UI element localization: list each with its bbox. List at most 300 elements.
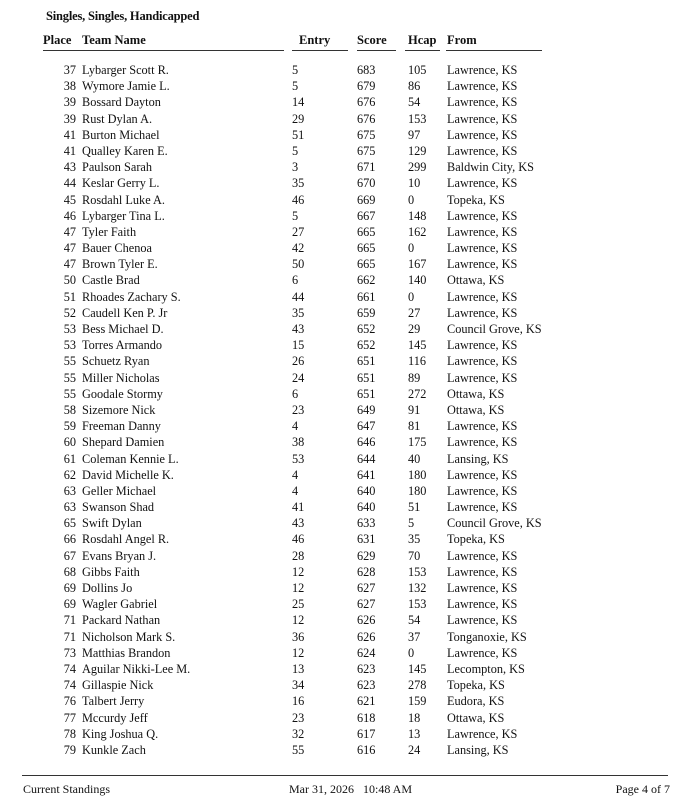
cell-from: Lawrence, KS <box>447 483 518 498</box>
cell-team-name: David Michelle K. <box>82 467 174 482</box>
cell-entry: 46 <box>292 532 305 547</box>
cell-place: 39 <box>63 111 76 126</box>
footer-datetime: Mar 31, 2026 10:48 AM <box>289 782 412 796</box>
cell-place: 53 <box>63 322 76 336</box>
cell-team-name: Freeman Danny <box>82 419 161 434</box>
cell-score: 631 <box>357 532 376 547</box>
cell-score: 641 <box>357 467 376 482</box>
cell-score: 651 <box>357 354 376 369</box>
cell-from: Lawrence, KS <box>447 176 518 191</box>
column-header-entry: Entry <box>299 33 331 47</box>
cell-team-name: Rosdahl Angel R. <box>82 532 170 547</box>
cell-from: Lawrence, KS <box>447 370 518 385</box>
cell-entry: 5 <box>292 208 299 223</box>
table-row <box>0 499 687 515</box>
cell-place: 55 <box>63 370 76 385</box>
cell-place: 38 <box>63 79 76 94</box>
cell-score: 671 <box>357 160 376 175</box>
table-row <box>0 418 687 434</box>
cell-score: 640 <box>357 500 376 515</box>
cell-entry: 38 <box>292 435 305 450</box>
cell-team-name: Shepard Damien <box>82 435 165 450</box>
table-row <box>0 467 687 483</box>
cell-team-name: Schuetz Ryan <box>82 354 150 369</box>
table-row <box>0 548 687 564</box>
cell-team-name: Brown Tyler E. <box>82 257 158 272</box>
cell-score: 659 <box>357 305 376 320</box>
cell-score: 617 <box>357 726 376 741</box>
cell-hcap: 91 <box>408 402 421 417</box>
cell-hcap: 299 <box>408 160 427 175</box>
cell-team-name: Qualley Karen E. <box>82 143 168 158</box>
table-row <box>0 629 687 645</box>
cell-from: Lansing, KS <box>447 451 509 466</box>
cell-score: 626 <box>357 613 376 628</box>
table-row <box>0 143 687 159</box>
cell-entry: 44 <box>292 289 305 304</box>
cell-entry: 12 <box>292 645 305 660</box>
cell-team-name: Sizemore Nick <box>82 402 156 417</box>
cell-from: Ottawa, KS <box>447 386 505 401</box>
cell-team-name: Nicholson Mark S. <box>82 629 176 644</box>
cell-team-name: Kunkle Zach <box>82 742 146 757</box>
cell-team-name: Keslar Gerry L. <box>82 176 160 191</box>
cell-score: 683 <box>357 63 376 77</box>
cell-score: 644 <box>357 451 376 466</box>
cell-from: Lawrence, KS <box>447 435 518 450</box>
cell-team-name: Wymore Jamie L. <box>82 79 170 94</box>
cell-place: 69 <box>63 581 76 595</box>
cell-place: 51 <box>63 289 76 304</box>
cell-from: Lansing, KS <box>447 742 509 757</box>
cell-team-name: Tyler Faith <box>82 224 137 239</box>
cell-hcap: 145 <box>408 338 427 353</box>
column-header-hcap: Hcap <box>408 33 437 47</box>
cell-entry: 5 <box>292 63 299 77</box>
cell-from: Lawrence, KS <box>447 208 518 223</box>
cell-hcap: 0 <box>408 289 415 304</box>
cell-team-name: Castle Brad <box>82 273 140 288</box>
cell-hcap: 153 <box>408 111 427 126</box>
table-row <box>0 272 687 288</box>
cell-score: 651 <box>357 370 376 385</box>
cell-team-name: Lybarger Tina L. <box>82 208 165 223</box>
cell-entry: 5 <box>292 143 299 158</box>
cell-team-name: Gillaspie Nick <box>82 678 154 693</box>
table-row <box>0 256 687 272</box>
cell-hcap: 24 <box>408 742 421 757</box>
cell-team-name: Aguilar Nikki-Lee M. <box>82 661 191 676</box>
cell-hcap: 167 <box>408 257 427 272</box>
cell-score: 669 <box>357 192 376 207</box>
cell-entry: 12 <box>292 564 305 579</box>
cell-hcap: 97 <box>408 127 421 142</box>
cell-place: 71 <box>63 629 76 644</box>
footer-report-name: Current Standings <box>23 782 110 796</box>
table-row <box>0 208 687 224</box>
cell-place: 45 <box>63 192 76 207</box>
cell-from: Lawrence, KS <box>447 613 518 628</box>
cell-hcap: 162 <box>408 224 427 239</box>
cell-from: Lawrence, KS <box>447 338 518 353</box>
cell-from: Lawrence, KS <box>447 257 518 272</box>
cell-team-name: Geller Michael <box>82 483 157 498</box>
table-row <box>0 693 687 709</box>
table-row <box>0 402 687 418</box>
cell-hcap: 180 <box>408 483 427 498</box>
cell-hcap: 54 <box>408 613 421 628</box>
cell-entry: 16 <box>292 694 305 709</box>
cell-place: 39 <box>63 95 76 110</box>
cell-entry: 46 <box>292 192 305 207</box>
cell-from: Lawrence, KS <box>447 95 518 110</box>
cell-from: Eudora, KS <box>447 694 505 709</box>
header-underline <box>446 50 542 51</box>
cell-hcap: 116 <box>408 354 426 369</box>
cell-place: 53 <box>63 338 76 353</box>
cell-place: 58 <box>63 402 76 417</box>
cell-entry: 4 <box>292 467 299 482</box>
cell-hcap: 105 <box>408 63 427 77</box>
table-row <box>0 434 687 450</box>
table-row <box>0 661 687 677</box>
cell-place: 74 <box>63 661 76 676</box>
cell-hcap: 153 <box>408 597 427 612</box>
cell-hcap: 37 <box>408 629 421 644</box>
cell-from: Lawrence, KS <box>447 111 518 126</box>
cell-from: Lawrence, KS <box>447 143 518 158</box>
table-row <box>0 531 687 547</box>
cell-team-name: Gibbs Faith <box>82 564 140 579</box>
cell-hcap: 145 <box>408 661 427 676</box>
table-row <box>0 710 687 726</box>
cell-score: 646 <box>357 435 376 450</box>
cell-entry: 43 <box>292 322 305 336</box>
cell-team-name: Matthias Brandon <box>82 645 171 660</box>
header-underline <box>43 50 284 51</box>
table-row <box>0 192 687 208</box>
cell-hcap: 278 <box>408 678 427 693</box>
cell-entry: 5 <box>292 79 299 94</box>
cell-team-name: Coleman Kennie L. <box>82 451 179 466</box>
cell-entry: 14 <box>292 95 305 110</box>
standings-table <box>0 62 687 758</box>
cell-from: Lawrence, KS <box>447 224 518 239</box>
cell-score: 626 <box>357 629 376 644</box>
cell-entry: 12 <box>292 613 305 628</box>
cell-entry: 51 <box>292 127 305 142</box>
table-row <box>0 677 687 693</box>
header-underline <box>357 50 396 51</box>
cell-from: Lawrence, KS <box>447 645 518 660</box>
cell-from: Ottawa, KS <box>447 402 505 417</box>
cell-team-name: Rhoades Zachary S. <box>82 289 181 304</box>
cell-place: 59 <box>63 419 76 434</box>
cell-from: Ottawa, KS <box>447 273 505 288</box>
cell-from: Ottawa, KS <box>447 710 505 725</box>
cell-hcap: 35 <box>408 532 421 547</box>
table-row <box>0 596 687 612</box>
column-header-team-name: Team Name <box>82 33 146 47</box>
cell-score: 652 <box>357 322 376 336</box>
table-row <box>0 175 687 191</box>
cell-from: Topeka, KS <box>447 532 505 547</box>
cell-score: 627 <box>357 597 376 612</box>
cell-entry: 4 <box>292 483 299 498</box>
cell-hcap: 86 <box>408 79 421 94</box>
cell-entry: 4 <box>292 419 299 434</box>
cell-entry: 43 <box>292 516 305 531</box>
cell-score: 623 <box>357 661 376 676</box>
cell-hcap: 132 <box>408 581 427 595</box>
cell-entry: 13 <box>292 661 305 676</box>
table-row <box>0 353 687 369</box>
footer-divider <box>22 775 668 776</box>
column-header-from: From <box>447 33 477 47</box>
table-row <box>0 451 687 467</box>
cell-from: Tonganoxie, KS <box>447 629 527 644</box>
cell-place: 66 <box>63 532 76 547</box>
cell-from: Lawrence, KS <box>447 305 518 320</box>
cell-score: 640 <box>357 483 376 498</box>
cell-place: 55 <box>63 354 76 369</box>
cell-team-name: Swanson Shad <box>82 500 155 515</box>
cell-entry: 35 <box>292 305 305 320</box>
cell-hcap: 159 <box>408 694 427 709</box>
cell-hcap: 272 <box>408 386 427 401</box>
cell-entry: 42 <box>292 241 305 256</box>
cell-hcap: 10 <box>408 176 421 191</box>
cell-entry: 29 <box>292 111 305 126</box>
cell-place: 46 <box>63 208 76 223</box>
cell-place: 37 <box>63 63 76 77</box>
cell-from: Baldwin City, KS <box>447 160 534 175</box>
cell-from: Lawrence, KS <box>447 127 518 142</box>
table-row <box>0 305 687 321</box>
table-row <box>0 224 687 240</box>
cell-entry: 12 <box>292 581 305 595</box>
table-row <box>0 159 687 175</box>
cell-place: 44 <box>63 176 76 191</box>
cell-hcap: 175 <box>408 435 427 450</box>
table-row <box>0 337 687 353</box>
table-row <box>0 127 687 143</box>
cell-team-name: Caudell Ken P. Jr <box>82 305 168 320</box>
cell-score: 661 <box>357 289 376 304</box>
table-row <box>0 515 687 531</box>
cell-team-name: Bossard Dayton <box>82 95 161 110</box>
cell-team-name: Miller Nicholas <box>82 370 160 385</box>
cell-entry: 32 <box>292 726 305 741</box>
table-row <box>0 94 687 110</box>
cell-entry: 41 <box>292 500 305 515</box>
cell-team-name: Dollins Jo <box>82 581 133 595</box>
cell-score: 621 <box>357 694 376 709</box>
cell-entry: 50 <box>292 257 305 272</box>
cell-team-name: Mccurdy Jeff <box>82 710 148 725</box>
table-row <box>0 370 687 386</box>
cell-hcap: 129 <box>408 143 427 158</box>
cell-from: Lawrence, KS <box>447 354 518 369</box>
cell-entry: 24 <box>292 370 305 385</box>
cell-place: 71 <box>63 613 76 628</box>
cell-hcap: 29 <box>408 322 421 336</box>
cell-from: Topeka, KS <box>447 678 505 693</box>
cell-entry: 55 <box>292 742 305 757</box>
cell-place: 60 <box>63 435 76 450</box>
cell-entry: 28 <box>292 548 305 563</box>
cell-from: Lecompton, KS <box>447 661 525 676</box>
cell-team-name: Bess Michael D. <box>82 322 164 336</box>
table-row <box>0 240 687 256</box>
cell-from: Lawrence, KS <box>447 548 518 563</box>
cell-place: 63 <box>63 500 76 515</box>
cell-score: 623 <box>357 678 376 693</box>
cell-team-name: Paulson Sarah <box>82 160 153 175</box>
table-row <box>0 742 687 758</box>
table-row <box>0 612 687 628</box>
cell-score: 627 <box>357 581 376 595</box>
cell-score: 665 <box>357 241 376 256</box>
cell-score: 649 <box>357 402 376 417</box>
cell-entry: 3 <box>292 160 299 175</box>
header-underline <box>292 50 348 51</box>
cell-score: 676 <box>357 111 376 126</box>
cell-entry: 34 <box>292 678 305 693</box>
cell-score: 652 <box>357 338 376 353</box>
cell-entry: 6 <box>292 386 299 401</box>
cell-from: Lawrence, KS <box>447 79 518 94</box>
cell-entry: 36 <box>292 629 305 644</box>
cell-place: 76 <box>63 694 76 709</box>
cell-team-name: Torres Armando <box>82 338 163 353</box>
cell-from: Lawrence, KS <box>447 241 518 256</box>
table-row <box>0 564 687 580</box>
table-row <box>0 289 687 305</box>
footer-page-number: Page 4 of 7 <box>615 782 670 796</box>
cell-score: 633 <box>357 516 376 531</box>
cell-place: 55 <box>63 386 76 401</box>
cell-score: 675 <box>357 143 376 158</box>
cell-entry: 35 <box>292 176 305 191</box>
cell-hcap: 148 <box>408 208 427 223</box>
cell-from: Topeka, KS <box>447 192 505 207</box>
cell-hcap: 13 <box>408 726 421 741</box>
cell-from: Lawrence, KS <box>447 289 518 304</box>
cell-place: 52 <box>63 305 76 320</box>
cell-team-name: Bauer Chenoa <box>82 241 152 256</box>
cell-hcap: 54 <box>408 95 421 110</box>
cell-team-name: Talbert Jerry <box>82 694 145 709</box>
table-row <box>0 726 687 742</box>
cell-place: 73 <box>63 645 76 660</box>
cell-place: 63 <box>63 483 76 498</box>
cell-hcap: 180 <box>408 467 427 482</box>
cell-hcap: 27 <box>408 305 421 320</box>
cell-team-name: Lybarger Scott R. <box>82 63 169 77</box>
cell-score: 629 <box>357 548 376 563</box>
table-row <box>0 111 687 127</box>
cell-score: 667 <box>357 208 376 223</box>
cell-place: 69 <box>63 597 76 612</box>
cell-from: Lawrence, KS <box>447 581 518 595</box>
cell-from: Council Grove, KS <box>447 322 542 336</box>
cell-team-name: Packard Nathan <box>82 613 161 628</box>
cell-score: 624 <box>357 645 376 660</box>
cell-place: 65 <box>63 516 76 531</box>
table-row <box>0 62 687 78</box>
cell-place: 77 <box>63 710 76 725</box>
cell-from: Lawrence, KS <box>447 467 518 482</box>
cell-place: 62 <box>63 467 76 482</box>
cell-entry: 53 <box>292 451 305 466</box>
cell-entry: 23 <box>292 710 305 725</box>
cell-place: 67 <box>63 548 76 563</box>
cell-place: 47 <box>63 241 76 256</box>
cell-place: 50 <box>63 273 76 288</box>
cell-score: 676 <box>357 95 376 110</box>
header-underline <box>405 50 440 51</box>
cell-place: 74 <box>63 678 76 693</box>
cell-from: Lawrence, KS <box>447 500 518 515</box>
cell-entry: 23 <box>292 402 305 417</box>
cell-hcap: 0 <box>408 241 415 256</box>
cell-hcap: 5 <box>408 516 415 531</box>
cell-hcap: 140 <box>408 273 427 288</box>
cell-from: Lawrence, KS <box>447 597 518 612</box>
cell-team-name: Rust Dylan A. <box>82 111 153 126</box>
cell-entry: 25 <box>292 597 305 612</box>
cell-team-name: Rosdahl Luke A. <box>82 192 165 207</box>
cell-score: 662 <box>357 273 376 288</box>
cell-from: Lawrence, KS <box>447 726 518 741</box>
cell-place: 43 <box>63 160 76 175</box>
cell-score: 628 <box>357 564 376 579</box>
cell-hcap: 40 <box>408 451 421 466</box>
cell-place: 47 <box>63 224 76 239</box>
cell-entry: 15 <box>292 338 305 353</box>
cell-place: 47 <box>63 257 76 272</box>
cell-hcap: 153 <box>408 564 427 579</box>
cell-score: 616 <box>357 742 376 757</box>
cell-score: 670 <box>357 176 376 191</box>
cell-team-name: King Joshua Q. <box>82 726 159 741</box>
cell-hcap: 0 <box>408 645 415 660</box>
cell-team-name: Wagler Gabriel <box>82 597 158 612</box>
cell-score: 618 <box>357 710 376 725</box>
table-row <box>0 321 687 337</box>
cell-score: 651 <box>357 386 376 401</box>
cell-place: 61 <box>63 451 76 466</box>
cell-from: Lawrence, KS <box>447 564 518 579</box>
cell-team-name: Swift Dylan <box>82 516 142 531</box>
cell-place: 79 <box>63 742 76 757</box>
cell-place: 68 <box>63 564 76 579</box>
report-title: Singles, Singles, Handicapped <box>46 9 200 23</box>
table-row <box>0 483 687 499</box>
cell-place: 41 <box>63 127 76 142</box>
cell-hcap: 51 <box>408 500 421 515</box>
cell-score: 679 <box>357 79 376 94</box>
cell-hcap: 81 <box>408 419 421 434</box>
column-header-score: Score <box>357 33 387 47</box>
cell-place: 78 <box>63 726 76 741</box>
cell-entry: 6 <box>292 273 299 288</box>
cell-hcap: 89 <box>408 370 421 385</box>
cell-team-name: Goodale Stormy <box>82 386 163 401</box>
cell-from: Council Grove, KS <box>447 516 542 531</box>
cell-from: Lawrence, KS <box>447 419 518 434</box>
